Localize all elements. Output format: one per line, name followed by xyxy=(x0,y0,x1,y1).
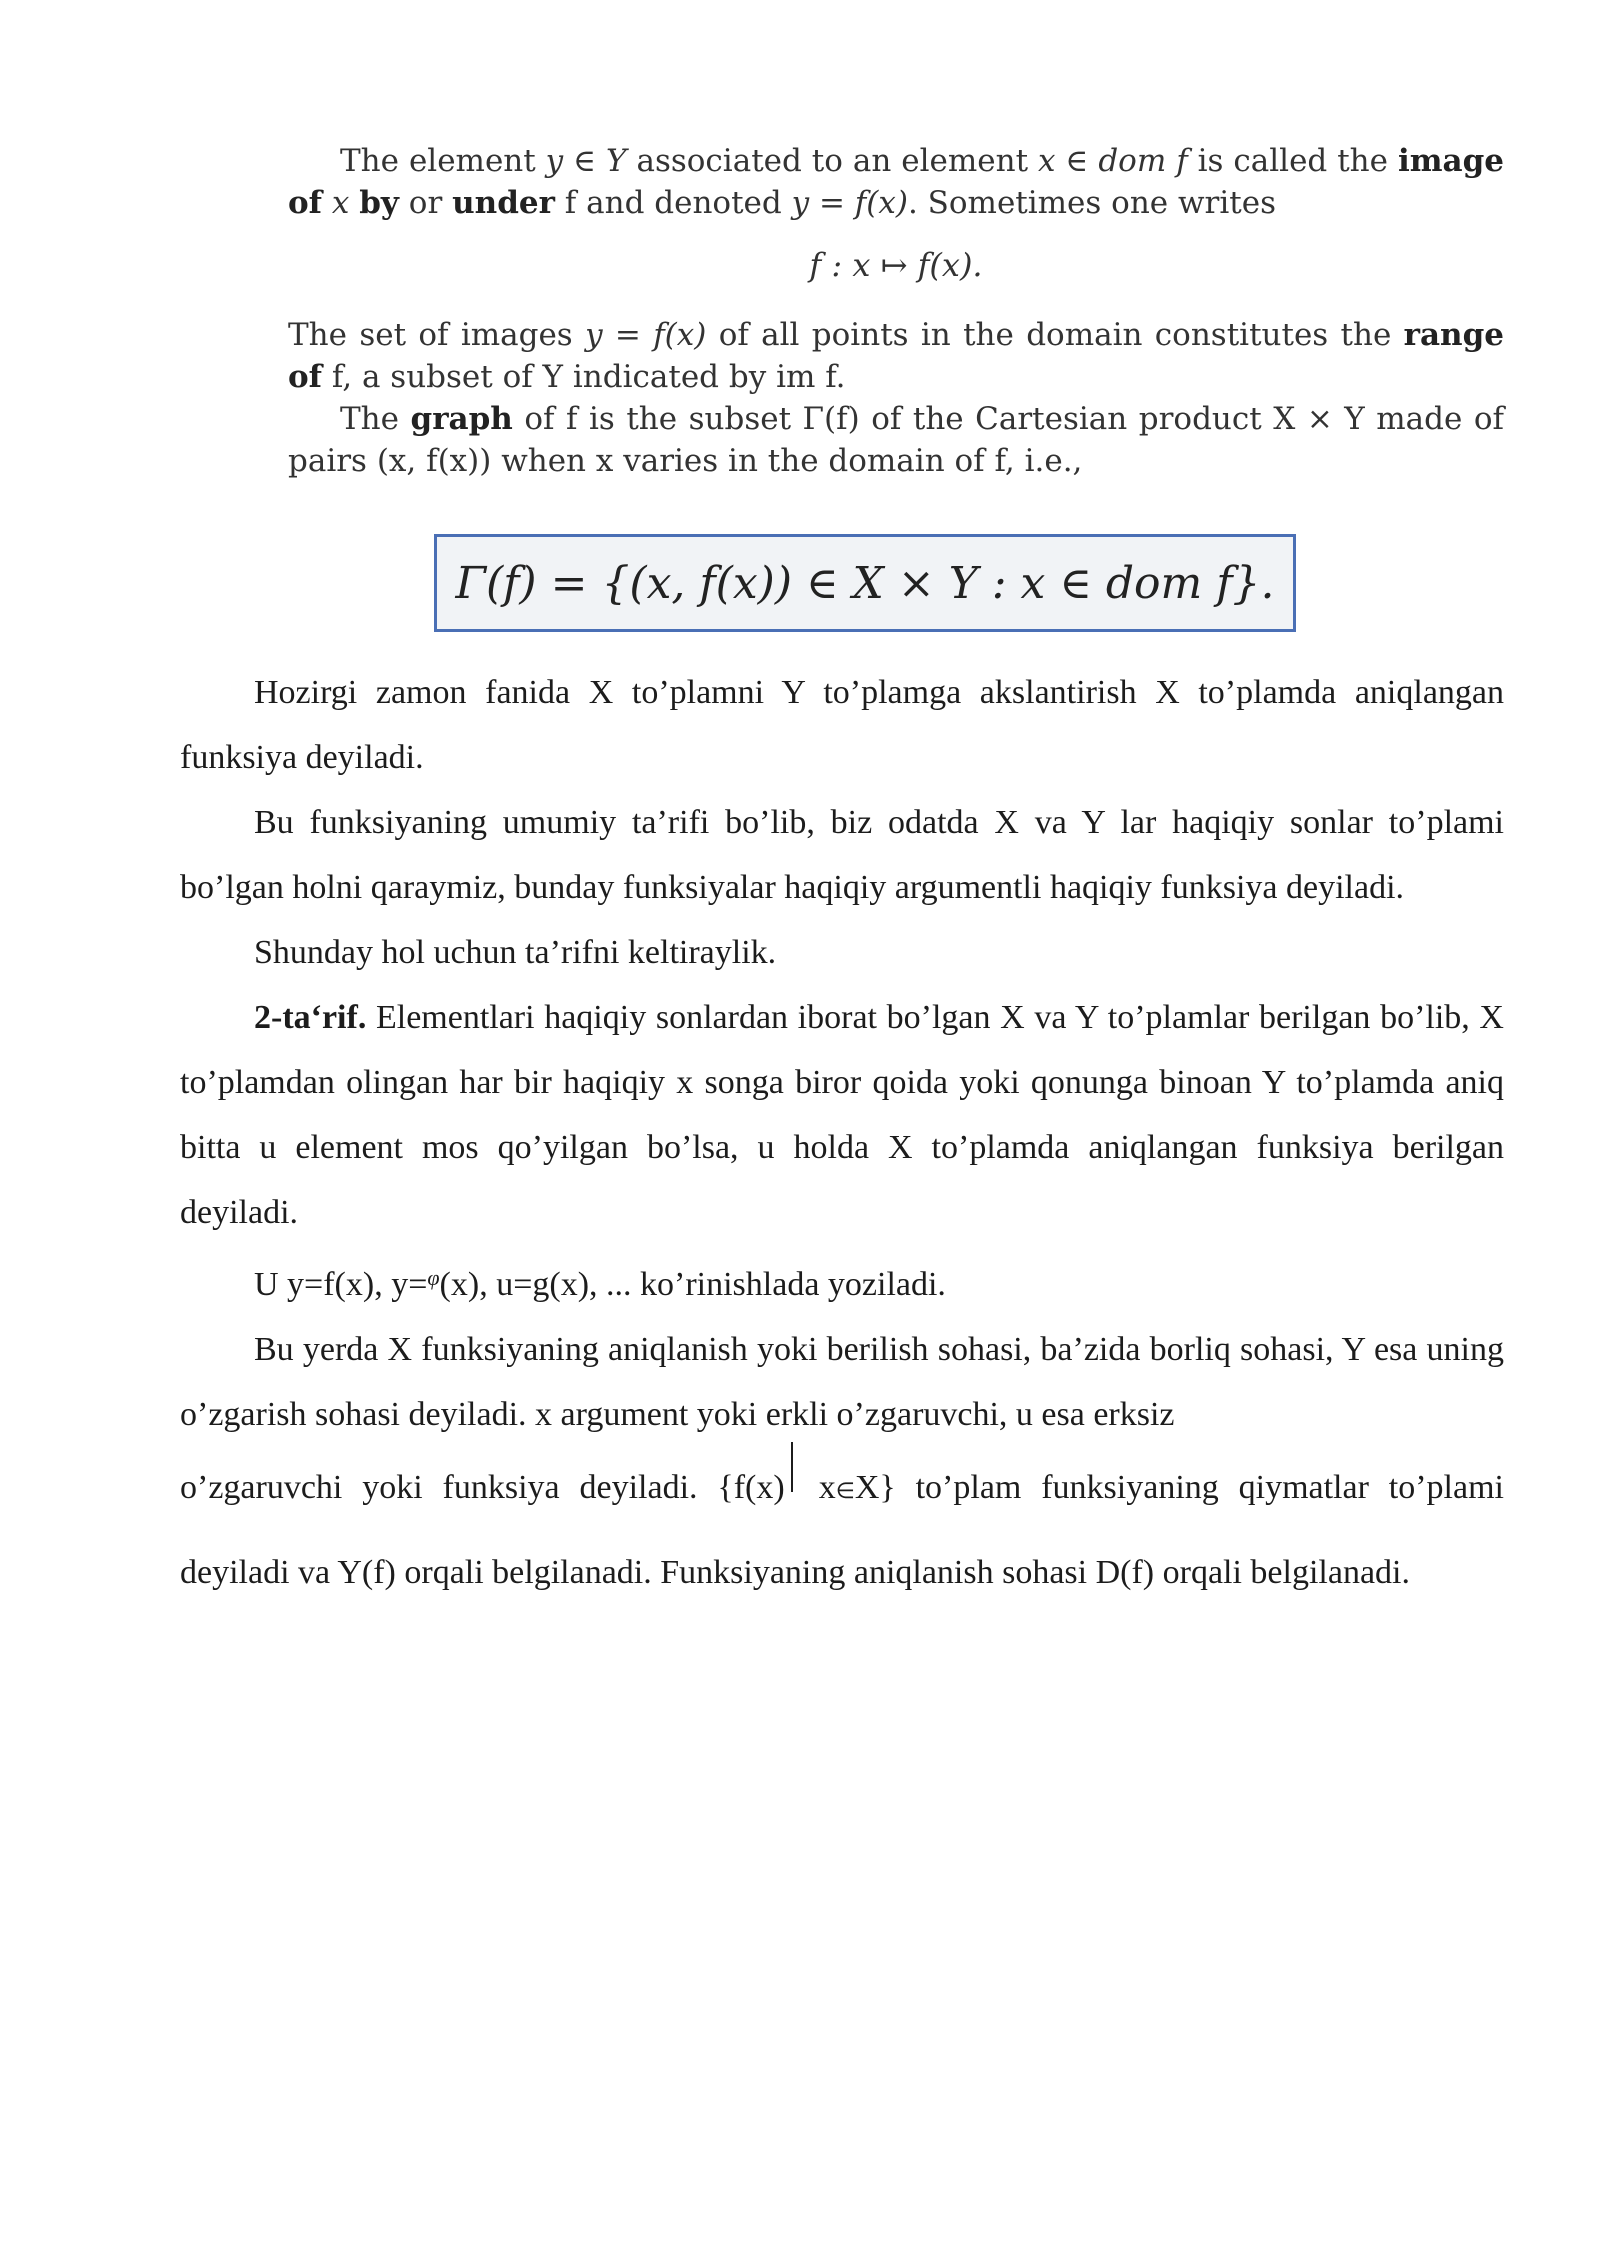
term-bold: image of xyxy=(288,143,1505,221)
paragraph xyxy=(180,1245,1504,1317)
text: . Sometimes one writes xyxy=(907,185,1276,221)
math: y = f(x) xyxy=(791,185,908,221)
math: f : x ↦ f(x). xyxy=(809,246,983,284)
text: Bu yerda X funksiyaning aniqlanish yoki berilish sohasi, ba’zida borliq sohasi, Y esa uning o’zgarish sohasi deyiladi. x argument yoki erkli o’zgaruvchi, u esa erksiz xyxy=(180,1331,1504,1433)
text: f, a subset of Y indicated by im f. xyxy=(322,359,846,395)
phi-symbol: φ xyxy=(427,1265,440,1290)
document-body xyxy=(180,660,1504,1614)
text: (x), u=g(x), ... ko’rinishlada yoziladi. xyxy=(439,1266,946,1303)
text: U y=f(x), y= xyxy=(254,1266,428,1303)
text: is called the xyxy=(1187,143,1398,179)
element-of-symbol: ∈ xyxy=(835,1478,855,1503)
math: Γ(f) = {(x, f(x)) ∈ X × Y : x ∈ dom f}. xyxy=(455,557,1275,609)
paragraph: Bu funksiyaning umumiy ta’rifi bo’lib, biz odatda X va Y lar haqiqiy sonlar to’plami bo’lgan holni qaraymiz, bunday funksiyalar haqiqiy argumentli haqiqiy funksiya deyiladi. xyxy=(180,804,1504,906)
math: x ∈ dom f xyxy=(1038,143,1188,179)
math: y ∈ Y xyxy=(545,143,627,179)
text: of all points in the domain constitutes the xyxy=(706,317,1404,353)
boxed-graph-formula xyxy=(434,534,1296,632)
excerpt-paragraph-image xyxy=(288,140,1504,224)
term-bold: graph xyxy=(410,401,513,437)
term-bold: range of xyxy=(288,317,1504,395)
paragraph: Shunday hol uchun ta’rifni keltiraylik. xyxy=(254,934,777,971)
text: The element xyxy=(340,143,546,179)
text: x xyxy=(818,1469,836,1506)
term-bold: under xyxy=(452,185,555,221)
term-bold: by xyxy=(359,185,399,221)
paragraph-continuation xyxy=(180,1447,1504,1614)
text: The xyxy=(340,401,411,437)
set-builder-bar xyxy=(791,1442,793,1492)
text: The set of images xyxy=(288,317,586,353)
text: or xyxy=(398,185,453,221)
text: of f is the subset Γ(f) of the Cartesian product X × Y made of pairs (x, f(x)) when x varies in the domain of f, i.e., xyxy=(288,401,1504,479)
definition-text: Elementlari haqiqiy sonlardan iborat bo’lgan X va Y to’plamlar berilgan bo’lib, X to’plamdan olingan har bir haqiqiy x songa biror qoida yoki qonunga binoan Y to’plamda aniq bitta u element mos qo’yilgan bo’lsa, u holda X to’plamda aniqlangan funksiya berilgan deyiladi. xyxy=(180,999,1504,1231)
excerpt-paragraph-range xyxy=(288,314,1504,398)
paragraph xyxy=(180,1317,1504,1447)
math: x xyxy=(322,185,360,221)
display-formula-map xyxy=(288,244,1504,286)
text: f and denoted xyxy=(554,185,792,221)
definition-label: 2-ta‘rif. xyxy=(254,999,367,1036)
math: y = f(x) xyxy=(585,317,707,353)
excerpt-paragraph-graph xyxy=(288,398,1504,482)
paragraph: Hozirgi zamon fanida X to’plamni Y to’plamga akslantirish X to’plamda aniqlangan funksiya deyiladi. xyxy=(180,674,1504,776)
definition-paragraph xyxy=(180,985,1504,1245)
textbook-excerpt xyxy=(288,140,1504,482)
text: X} to’plam funksiyaning qiymatlar to’plami deyiladi va Y(f) orqali belgilanadi. Funksiyaning aniqlanish sohasi D(f) orqali belgilanadi. xyxy=(180,1469,1504,1591)
text: associated to an element xyxy=(626,143,1038,179)
text: o’zgaruvchi yoki funksiya deyiladi. {f(x) xyxy=(180,1469,785,1506)
